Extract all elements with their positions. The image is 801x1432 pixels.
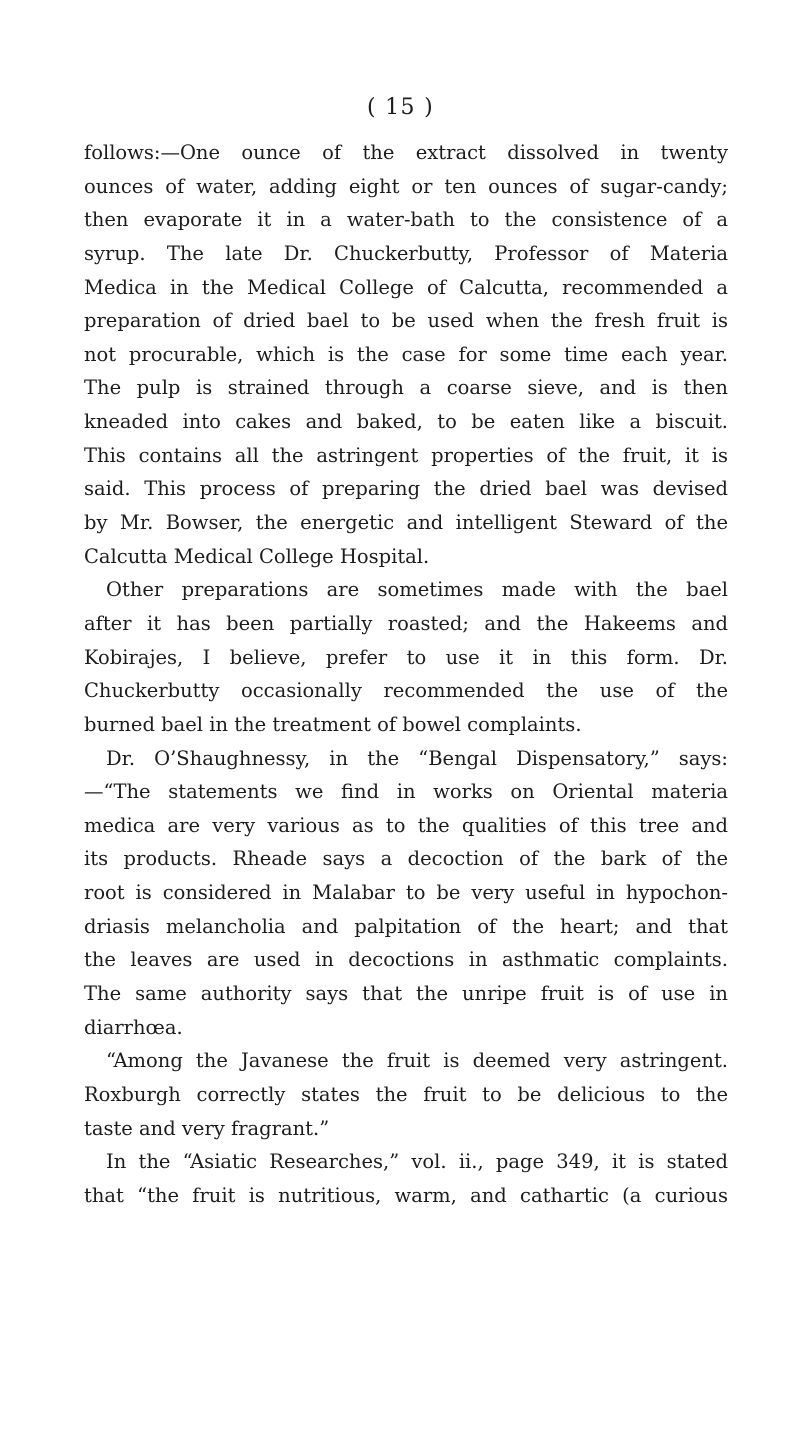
page-number: ( 15 ) xyxy=(366,95,435,120)
text-line: not procurable, which is the case for some time each year. xyxy=(84,342,728,366)
text-line: Kobirajes, I believe, prefer to use it in this form. Dr. xyxy=(84,645,728,669)
text-line: said. This process of preparing the dried bael was devised xyxy=(84,477,728,501)
text-line: root is considered in Malabar to be very useful in hypochon- xyxy=(84,881,728,905)
text-line: Chuckerbutty occasionally recommended the use of the xyxy=(84,679,728,703)
text-line: Roxburgh correctly states the fruit to be delicious to the xyxy=(84,1082,728,1106)
text-line: that “the fruit is nutritious, warm, and cathartic (a curious xyxy=(84,1183,728,1207)
paragraph-start-line: Dr. O’Shaughnessy, in the “Bengal Dispensatory,” says: xyxy=(106,746,728,770)
text-line: syrup. The late Dr. Chuckerbutty, Professor of Materia xyxy=(84,241,728,265)
text-line: The pulp is strained through a coarse sieve, and is then xyxy=(84,376,728,400)
text-line: Medica in the Medical College of Calcutta, recommended a xyxy=(84,275,728,299)
text-line: Calcutta Medical College Hospital. xyxy=(84,544,430,568)
text-line: the leaves are used in decoctions in asthmatic complaints. xyxy=(84,948,728,972)
paragraph-start-line: Other preparations are sometimes made with the bael xyxy=(106,578,728,602)
text-line: ounces of water, adding eight or ten ounces of sugar-candy; xyxy=(84,174,728,198)
text-line: diarrhœa. xyxy=(84,1015,183,1039)
text-line: burned bael in the treatment of bowel complaints. xyxy=(84,712,582,736)
text-line: —“The statements we find in works on Oriental materia xyxy=(84,780,728,804)
paragraph-start-line: “Among the Javanese the fruit is deemed very astringent. xyxy=(106,1049,728,1073)
text-line: by Mr. Bowser, the energetic and intelligent Steward of the xyxy=(84,511,728,535)
text-line: then evaporate it in a water-bath to the consistence of a xyxy=(84,208,728,232)
body-text xyxy=(84,136,728,1213)
paragraph-start-line: In the “Asiatic Researches,” vol. ii., page 349, it is stated xyxy=(106,1150,728,1174)
text-line: preparation of dried bael to be used when the fresh fruit is xyxy=(84,309,728,333)
text-line: driasis melancholia and palpitation of the heart; and that xyxy=(84,914,728,938)
text-line: This contains all the astringent properties of the fruit, it is xyxy=(84,443,728,467)
text-line: medica are very various as to the qualities of this tree and xyxy=(84,813,728,837)
text-line: taste and very fragrant.” xyxy=(84,1116,330,1140)
text-line: after it has been partially roasted; and the Hakeems and xyxy=(84,611,728,635)
text-line: kneaded into cakes and baked, to be eaten like a biscuit. xyxy=(84,410,728,434)
text-line: follows:—One ounce of the extract dissolved in twenty xyxy=(84,141,728,164)
text-line: its products. Rheade says a decoction of the bark of the xyxy=(84,847,728,871)
text-line: The same authority says that the unripe fruit is of use in xyxy=(84,982,728,1006)
